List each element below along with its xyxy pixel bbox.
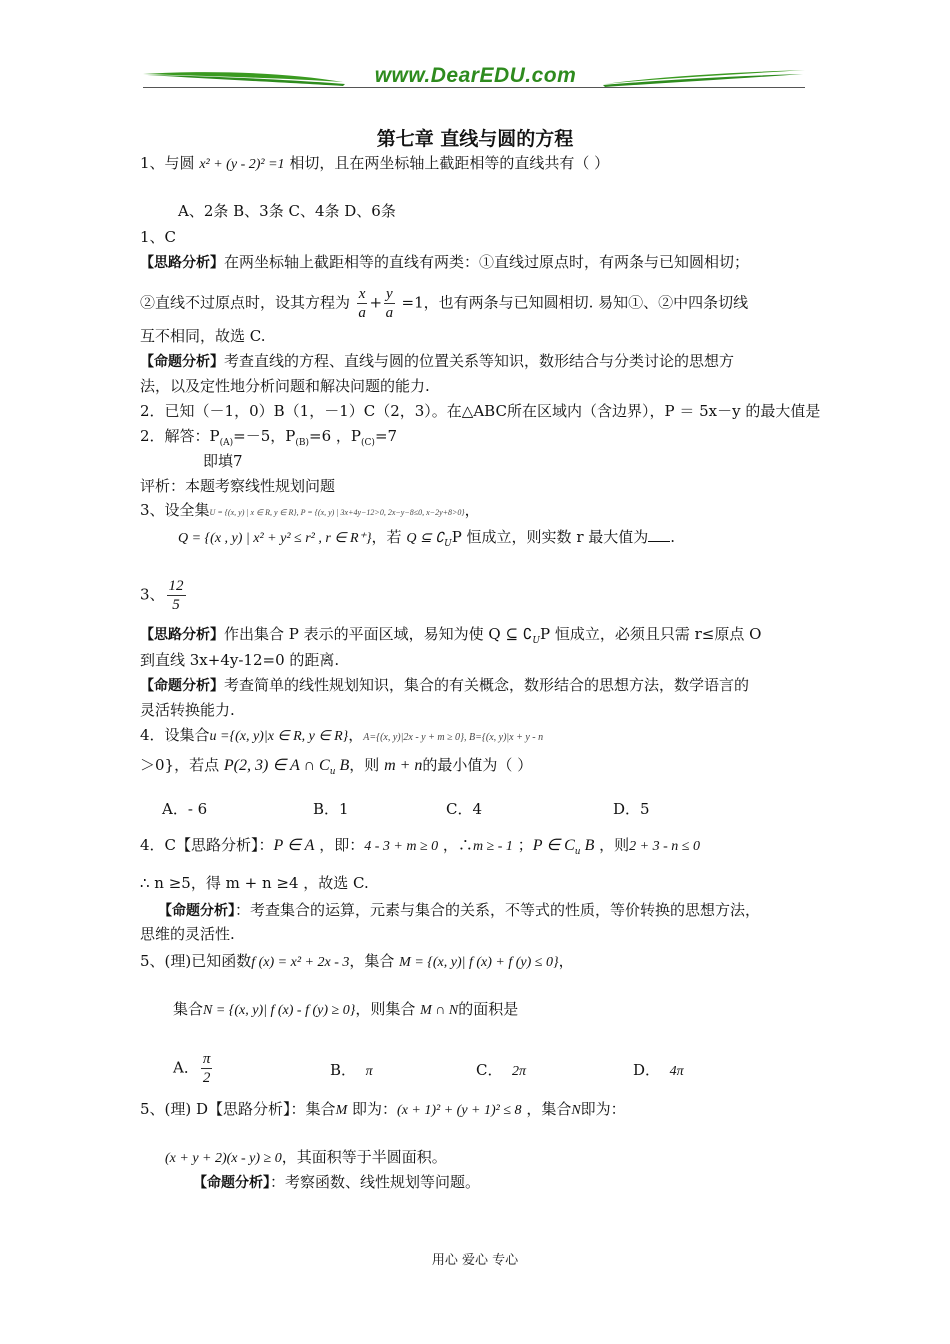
a1-analysis-line2: ②直线不过原点时，设其方程为 $\frac{x}{a}$ + $\frac{y}{a}$ =1，也有两条与已知圆相切. 易知①、②中四条切线 — [140, 286, 749, 321]
q1-equation: x² + (y - 2)² =1 — [199, 157, 285, 172]
q5-line1: 5、(理)已知函数f (x) = x² + 2x - 3，集合 M = {(x, y)| f (x) + f (y) ≤ 0}， — [140, 952, 574, 970]
q5-option-d: D． 4π — [633, 1061, 684, 1079]
a4-line2: ∴ n ≥5，得 m + n ≥4 ，故选 C. — [140, 874, 369, 892]
q5-option-b: B． π — [330, 1061, 373, 1079]
a5-line1: 5、(理) D【思路分析】：集合M 即为：(x + 1)² + (y + 1)² ≤ 8 ，集合N即为： — [140, 1100, 626, 1118]
page-header — [143, 62, 805, 92]
fraction-y-over-a: $\frac{y}{a}$ — [385, 286, 394, 321]
fraction-12-over-5: $\frac{12}{5}$ — [168, 578, 184, 613]
m3-line2: 灵活转换能力. — [140, 701, 235, 719]
q5-option-a: A． $\frac{\pi}{2}$ — [173, 1051, 211, 1086]
q1-line — [140, 152, 609, 176]
a1-text1: 在两坐标轴上截距相等的直线有两类：①直线过原点时，有两条与已知圆相切； — [224, 253, 750, 271]
a1-text2a: ②直线不过原点时，设其方程为 — [140, 293, 351, 312]
page-footer: 用心 爱心 专心 — [431, 1253, 519, 1268]
a4-line1: 4．C【思路分析】：P ∈ A ，即：4 - 3 + m ≥ 0 ，∴m ≥ - 1 ；P ∈ $C_u$ B ，则2 + 3 - n ≤ 0 — [140, 836, 700, 857]
q5-option-c: C． 2π — [476, 1061, 527, 1079]
m4-line1: 【命题分析】：考查集合的运算，元素与集合的关系，不等式的性质，等价转换的思想方法， — [158, 901, 761, 919]
q4-line1: 4．设集合u ={(x, y)|x ∈ R, y ∈ R}，A={(x, y)|2x - y + m ≥ 0}, B={(x, y)|x + y - n — [140, 726, 544, 744]
q4-option-b: B．1 — [313, 800, 349, 818]
q3-line1: 3、设全集U = {(x, y) | x ∈ R, y ∈ R}, P = {(x, y) | 3x+4y−12>0, 2x−y−8≤0, x−2y+8>0}， — [140, 501, 480, 519]
a2-line1: 2．解答：$P_{(A)}=-5$，$P_{(B)}=6$ ，$P_{(C)}=7$ — [140, 427, 398, 448]
a1-answer: 1、C — [140, 228, 177, 246]
a1-tag: 【思路分析】 — [140, 255, 224, 271]
q4-line2: ＞0}，若点 P(2, 3) ∈ A ∩ $C_u$ B，则 m + n的最小值为（ ） — [140, 756, 533, 777]
answer-blank[interactable] — [648, 527, 670, 542]
m4-line2: 思维的灵活性. — [140, 925, 235, 943]
fraction-pi-over-2: $\frac{\pi}{2}$ — [202, 1051, 211, 1086]
q3-sets-small: U = {(x, y) | x ∈ R, y ∈ R}, P = {(x, y) | 3x+4y−12>0, 2x−y−8≤0, x−2y+8>0} — [209, 508, 465, 517]
m1-text1: 考查直线的方程、直线与圆的位置关系等知识，数形结合与分类讨论的思想方 — [224, 352, 735, 370]
q4-option-a: A．- 6 — [162, 800, 208, 818]
a5-line2: (x + y + 2)(x - y) ≥ 0，其面积等于半圆面积。 — [165, 1148, 447, 1166]
q4-option-c: C．4 — [446, 800, 483, 818]
q5-line2: 集合N = {(x, y)| f (x) - f (y) ≥ 0}，则集合 M ∩ N的面积是 — [173, 1000, 519, 1018]
m1-line1 — [140, 350, 734, 373]
a2-line3: 评析：本题考察线性规划问题 — [140, 477, 336, 495]
a3-analysis-line2: 到直线 3x+4y-12=0 的距离. — [140, 651, 340, 669]
chapter-title: 第七章 直线与圆的方程 — [376, 128, 574, 150]
a3-analysis-line1: 【思路分析】作出集合 P 表示的平面区域，易知为使 Q ⊆ $∁_UP$ 恒成立，必须且只需 r≤原点 O — [140, 625, 762, 646]
m5-line1: 【命题分析】：考察函数、线性规划等问题。 — [193, 1173, 481, 1191]
q1-options: A、2条 B、3条 C、4条 D、6条 — [178, 202, 396, 220]
a1-text2b: =1，也有两条与已知圆相切. 易知①、②中四条切线 — [401, 293, 749, 312]
a1-analysis-line3: 互不相同，故选 C. — [140, 327, 266, 345]
m1-tag: 【命题分析】 — [140, 354, 224, 370]
q1-text: 1、与圆 — [140, 154, 195, 172]
q3-set-q: Q = {(x , y) | x² + y² ≤ r² , r ∈ R⁺} — [178, 531, 372, 546]
q3-text: 3、设全集 — [140, 501, 210, 519]
fraction-x-over-a: $\frac{x}{a}$ — [358, 286, 366, 321]
a3-answer: 3、 $\frac{12}{5}$ — [140, 578, 184, 613]
m1-line2: 法，以及定性地分析问题和解决问题的能力. — [140, 377, 430, 395]
m3-line1: 【命题分析】考查简单的线性规划知识，集合的有关概念，数形结合的思想方法，数学语言的 — [140, 676, 750, 694]
site-logo: www.DearEDU.com — [374, 64, 577, 87]
q3-line2: Q = {(x , y) | x² + y² ≤ r² , r ∈ R⁺}，若 Q ⊆ $∁_UP$ 恒成立，则实数 r 最大值为 . — [178, 528, 676, 549]
a2-line2: 即填7 — [203, 452, 243, 470]
a1-analysis-line1 — [140, 251, 749, 274]
q2-line: 2．已知（－1，0）B（1，－1）C（2，3）。在△ABC所在区域内（含边界），P ＝ 5x－y 的最大值是 — [140, 402, 821, 420]
header-rule — [143, 87, 805, 88]
q1-tail: 相切，且在两坐标轴上截距相等的直线共有（ ） — [289, 154, 610, 172]
q4-option-d: D．5 — [613, 800, 650, 818]
